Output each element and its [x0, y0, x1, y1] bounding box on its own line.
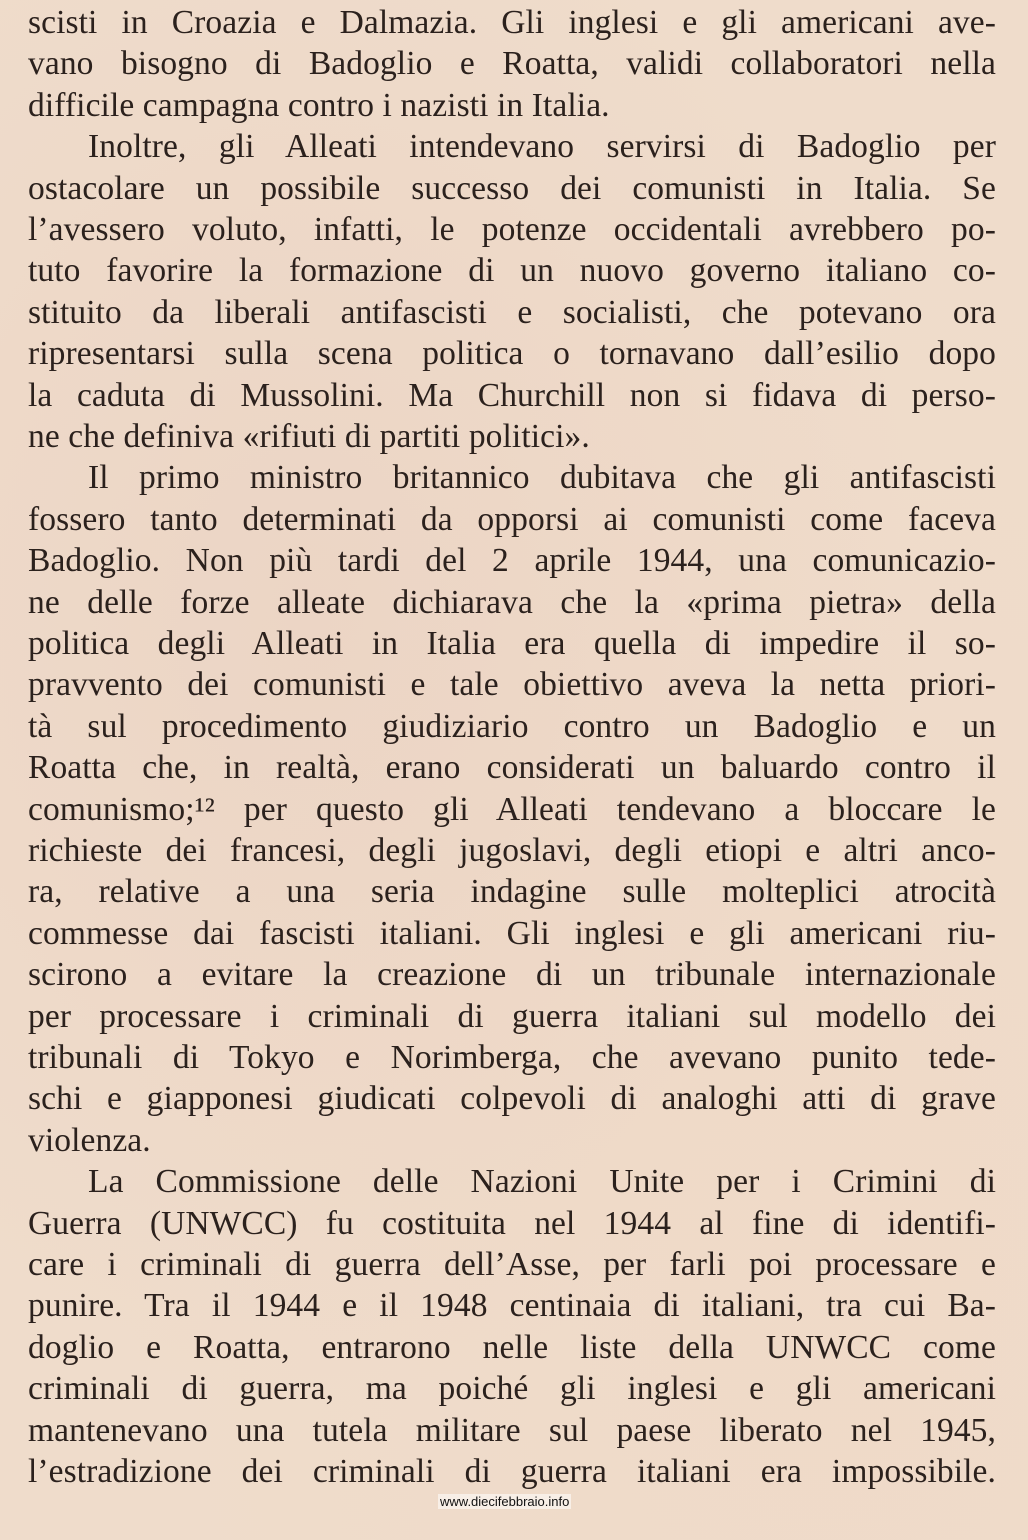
text-line: ripresentarsi sulla scena politica o tornavano dall’esilio dopo	[28, 335, 996, 373]
text-line: Roatta che, in realtà, erano considerati un baluardo contro il	[28, 749, 996, 787]
text-line: punire. Tra il 1944 e il 1948 centinaia di italiani, tra cui Ba-	[28, 1287, 996, 1325]
text-line: ostacolare un possibile successo dei comunisti in Italia. Se	[28, 169, 996, 207]
text-line: ne delle forze alleate dichiarava che la «prima pietra» della	[28, 583, 996, 621]
text-line: l’estradizione dei criminali di guerra italiani era impossibile.	[28, 1453, 996, 1490]
text-line: scisti in Croazia e Dalmazia. Gli inglesi e gli americani ave-	[28, 4, 996, 41]
text-line: Inoltre, gli Alleati intendevano servirsi di Badoglio per	[88, 128, 996, 166]
text-line: la caduta di Mussolini. Ma Churchill non si fidava di perso-	[28, 376, 996, 414]
text-line: La Commissione delle Nazioni Unite per i Crimini di	[88, 1163, 996, 1201]
text-line: Guerra (UNWCC) fu costituita nel 1944 al fine di identifi-	[28, 1204, 996, 1242]
text-line: stituito da liberali antifascisti e socialisti, che potevano ora	[28, 293, 996, 331]
text-line: doglio e Roatta, entrarono nelle liste della UNWCC come	[28, 1328, 996, 1366]
text-line: pravvento dei comunisti e tale obiettivo aveva la netta priori-	[28, 666, 996, 704]
text-line: difficile campagna contro i nazisti in Italia.	[28, 86, 610, 124]
text-line: violenza.	[28, 1121, 151, 1159]
text-line: Il primo ministro britannico dubitava che gli antifascisti	[88, 459, 996, 497]
text-line: tà sul procedimento giudiziario contro un Badoglio e un	[28, 707, 996, 745]
text-line: per processare i criminali di guerra italiani sul modello dei	[28, 997, 996, 1035]
text-line: ne che definiva «rifiuti di partiti politici».	[28, 418, 590, 455]
text-line: politica degli Alleati in Italia era quella di impedire il so-	[28, 625, 996, 662]
text-line: ra, relative a una seria indagine sulle molteplici atrocità	[28, 873, 996, 911]
text-line: Badoglio. Non più tardi del 2 aprile 1944, una comunicazio-	[28, 542, 996, 580]
text-line: care i criminali di guerra dell’Asse, per farli poi processare e	[28, 1246, 996, 1283]
text-line: commesse dai fascisti italiani. Gli inglesi e gli americani riu-	[28, 914, 996, 952]
text-line: richieste dei francesi, degli jugoslavi, degli etiopi e altri anco-	[28, 832, 996, 869]
text-line: tribunali di Tokyo e Norimberga, che avevano punito tede-	[28, 1039, 996, 1076]
text-line: schi e giapponesi giudicati colpevoli di analoghi atti di grave	[28, 1080, 996, 1118]
text-line: tuto favorire la formazione di un nuovo governo italiano co-	[28, 252, 996, 290]
text-line: vano bisogno di Badoglio e Roatta, validi collaboratori nella	[28, 45, 996, 83]
text-line: comunismo;¹² per questo gli Alleati tendevano a bloccare le	[28, 790, 996, 828]
watermark-url: www.diecifebbraio.info	[440, 1494, 570, 1509]
text-line: fossero tanto determinati da opporsi ai comunisti come faceva	[28, 500, 996, 538]
text-line: mantenevano una tutela militare sul paese liberato nel 1945,	[28, 1411, 996, 1449]
text-line: scirono a evitare la creazione di un tribunale internazionale	[28, 956, 996, 994]
text-line: l’avessero voluto, infatti, le potenze occidentali avrebbero po-	[28, 211, 996, 248]
text-line: criminali di guerra, ma poiché gli inglesi e gli americani	[28, 1370, 996, 1408]
